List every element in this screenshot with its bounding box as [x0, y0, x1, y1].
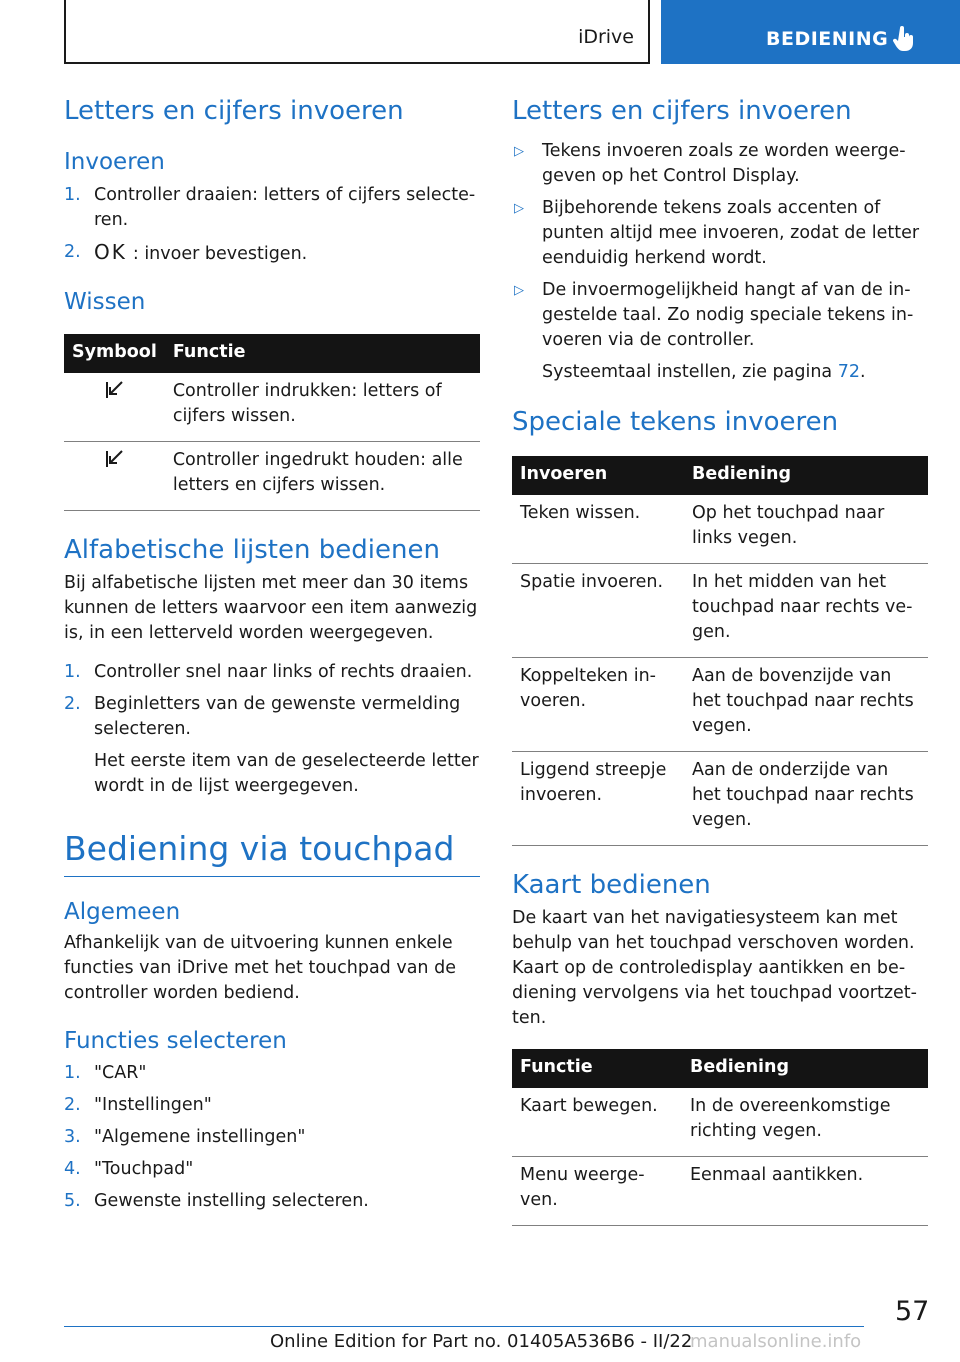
right-column	[512, 96, 928, 1226]
map-table	[512, 1049, 928, 1226]
list-item: 4. "Touchpad"	[64, 1159, 194, 1180]
page-number: 57	[895, 1296, 930, 1327]
subheading-wissen: Wissen	[64, 288, 146, 315]
table-row: Kaart bewegen. In de overeenkomstige richting vegen.	[512, 1088, 928, 1157]
map-text: De kaart van het navigatiesysteem kan met behulp van het touchpad verschoven worden. Kaart op de controledisplay aantikken en bediening vervolgens via het touchpad voortzetten.	[512, 907, 917, 1028]
heading-map: Kaart bedienen	[512, 870, 711, 901]
table-row: Controller indrukken: letters of cijfers wissen.	[64, 373, 480, 442]
list-item: ▷ Bijbehorende tekens zoals accenten of punten altijd mee invoeren, zodat de letter eenduidig herkend wordt.	[514, 198, 920, 269]
list-item: ▷ De invoermogelijkheid hangt af van de ingestelde taal. Zo nodig speciale tekens invoeren via de controller. Systeemtaal instellen, zie pagina 72.	[514, 280, 914, 383]
list-item: 1. Controller snel naar links of rechts draaien.	[64, 661, 473, 682]
hand-pointer-icon	[893, 26, 915, 56]
enter-steps-list	[64, 183, 480, 267]
table-row: Liggend streepje invoeren. Aan de onderzijde van het touchpad naar rechts vegen.	[512, 752, 928, 846]
heading-enter-letters-right: Letters en cijfers invoeren	[512, 96, 852, 126]
back-arrow-icon	[64, 442, 165, 511]
list-item: 2. Beginletters van de gewenste vermelding selecteren. Het eerste item van de geselecteerde letter wordt in de lijst weergegeven.	[64, 693, 479, 796]
left-column	[64, 96, 480, 1221]
table-header: Bediening	[684, 456, 928, 495]
back-arrow-icon	[64, 373, 165, 442]
watermark: manualsonline.info	[690, 1331, 862, 1352]
subheading-functies: Functies selecteren	[64, 1027, 287, 1054]
heading-touchpad: Bediening via touchpad	[64, 829, 480, 878]
footer-edition: Online Edition for Part no. 01405A536B6 - II/22	[270, 1331, 693, 1352]
alpha-steps-list	[64, 660, 480, 799]
table-header: Bediening	[682, 1049, 928, 1088]
list-item: 1. "CAR"	[64, 1063, 147, 1084]
table-row: Menu weergeven. Eenmaal aantikken.	[512, 1156, 928, 1225]
triangle-bullet-icon: ▷	[514, 144, 524, 160]
table-row: Spatie invoeren. In het midden van het touchpad naar rechts vegen.	[512, 564, 928, 658]
header-chapter-tab	[661, 0, 960, 64]
list-item: 2. "Instellingen"	[64, 1095, 212, 1116]
footer-rule	[64, 1326, 864, 1327]
algemeen-text: Afhankelijk van de uitvoering kunnen enkele functies van iDrive met het touchpad van de controller worden bediend.	[64, 932, 456, 1003]
table-header: Functie	[165, 334, 480, 373]
alpha-intro: Bij alfabetische lijsten met meer dan 30 items kunnen de letters waarvoor een item aanwezig is, in een letterveld worden weergegeven.	[64, 572, 478, 643]
wissen-table	[64, 334, 480, 511]
list-item: 2. OK : invoer bevestigen.	[64, 239, 308, 264]
ok-icon: OK	[94, 239, 127, 264]
list-item: 3. "Algemene instellingen"	[64, 1127, 306, 1148]
header-frame	[64, 0, 650, 64]
page-link[interactable]: 72	[837, 362, 861, 383]
heading-alphabetic-lists: Alfabetische lijsten bedienen	[64, 535, 440, 566]
functies-steps-list	[64, 1061, 480, 1214]
table-header: Symbool	[64, 334, 165, 373]
special-chars-table	[512, 456, 928, 846]
subheading-invoeren: Invoeren	[64, 149, 165, 176]
table-row: Controller ingedrukt houden: alle letters en cijfers wissen.	[64, 442, 480, 511]
triangle-bullet-icon: ▷	[514, 201, 524, 217]
header-chapter-label: BEDIENING	[766, 28, 889, 50]
header-section-title: iDrive	[578, 26, 634, 48]
table-row: Teken wissen. Op het touchpad naar links vegen.	[512, 495, 928, 564]
table-header: Functie	[512, 1049, 682, 1088]
list-item: 5. Gewenste instelling selecteren.	[64, 1191, 369, 1212]
tips-list	[512, 139, 928, 385]
heading-enter-letters: Letters en cijfers invoeren	[64, 96, 404, 126]
list-item: 1. Controller draaien: letters of cijfers selecteren.	[64, 184, 476, 230]
subheading-algemeen: Algemeen	[64, 899, 181, 926]
heading-special-chars: Speciale tekens invoeren	[512, 407, 839, 438]
list-item: ▷ Tekens invoeren zoals ze worden weergegeven op het Control Display.	[514, 141, 906, 187]
table-header: Invoeren	[512, 456, 684, 495]
triangle-bullet-icon: ▷	[514, 283, 524, 299]
table-row: Koppelteken invoeren. Aan de bovenzijde van het touchpad naar rechts vegen.	[512, 658, 928, 752]
